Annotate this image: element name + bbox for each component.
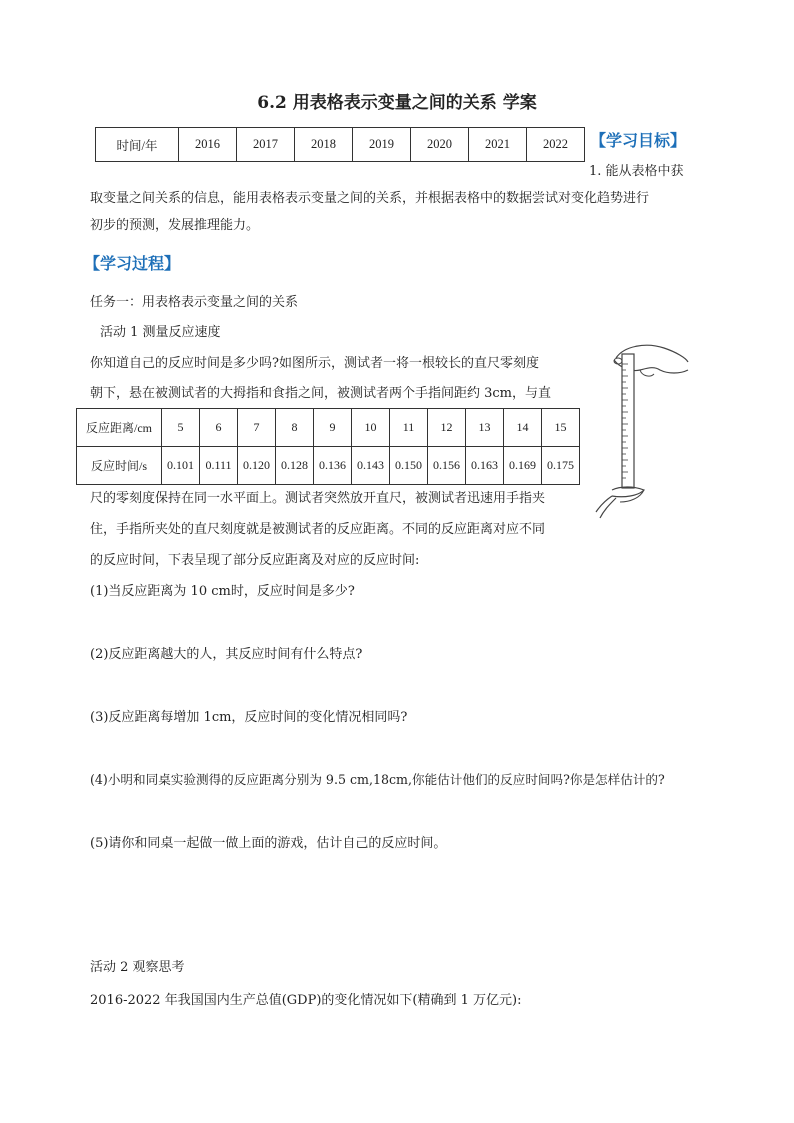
paragraph-line: 住，手指所夹处的直尺刻度就是被测试者的反应距离。不同的反应距离对应不同: [90, 522, 546, 537]
table-cell: 2016: [179, 128, 237, 162]
goal-text: 1. 能从表格中获: [589, 164, 684, 179]
task-title: 任务一：用表格表示变量之间的关系: [90, 295, 299, 310]
question-5: (5)请你和同桌一起做一做上面的游戏，估计自己的反应时间。: [90, 836, 447, 851]
table-row: [77, 409, 580, 447]
activity-title: 活动 2 观察思考: [90, 960, 185, 975]
table-header-cell: 反应时间/s: [77, 447, 162, 485]
table-header-cell: 时间/年: [96, 128, 179, 162]
table-cell: 2019: [353, 128, 411, 162]
goal-text: 初步的预测，发展推理能力。: [90, 218, 260, 233]
ruler-illustration: [594, 340, 690, 522]
table-cell: 0.156: [428, 447, 466, 485]
table-cell: 2018: [295, 128, 353, 162]
table-cell: 7: [238, 409, 276, 447]
table-cell: 0.143: [352, 447, 390, 485]
table-cell: 0.101: [162, 447, 200, 485]
table-cell: 9: [314, 409, 352, 447]
table-cell: 12: [428, 409, 466, 447]
table-cell: 2020: [411, 128, 469, 162]
year-table: [95, 127, 585, 162]
goal-text: 取变量之间关系的信息，能用表格表示变量之间的关系，并根据表格中的数据尝试对变化趋势进行: [90, 191, 650, 206]
table-cell: 8: [276, 409, 314, 447]
table-row: [96, 128, 585, 162]
paragraph-line: 尺的零刻度保持在同一水平面上。测试者突然放开直尺，被测试者迅速用手指夹: [90, 491, 546, 506]
process-heading: 【学习过程】: [84, 254, 181, 273]
question-2: (2)反应距离越大的人，其反应时间有什么特点?: [90, 647, 363, 662]
table-cell: 2017: [237, 128, 295, 162]
table-cell: 14: [504, 409, 542, 447]
reaction-table: [76, 408, 580, 485]
table-cell: 10: [352, 409, 390, 447]
paragraph-line: 你知道自己的反应时间是多少吗?如图所示，测试者一将一根较长的直尺零刻度: [90, 356, 539, 371]
table-cell: 0.175: [542, 447, 580, 485]
paragraph-line: 朝下，悬在被测试者的大拇指和食指之间，被测试者两个手指间距约 3cm，与直: [90, 386, 552, 401]
table-cell: 2022: [527, 128, 585, 162]
table-row: [77, 447, 580, 485]
table-cell: 11: [390, 409, 428, 447]
question-1: (1)当反应距离为 10 cm时，反应时间是多少?: [90, 584, 355, 599]
table-cell: 0.120: [238, 447, 276, 485]
table-cell: 6: [200, 409, 238, 447]
table-cell: 2021: [469, 128, 527, 162]
table-cell: 0.128: [276, 447, 314, 485]
activity-title: 活动 1 测量反应速度: [100, 325, 221, 340]
paragraph-line: 的反应时间，下表呈现了部分反应距离及对应的反应时间:: [90, 553, 420, 568]
goal-heading: 【学习目标】: [590, 131, 687, 150]
table-cell: 15: [542, 409, 580, 447]
page-title: 6.2 用表格表示变量之间的关系 学案: [257, 93, 537, 113]
table-header-cell: 反应距离/cm: [77, 409, 162, 447]
table-cell: 0.163: [466, 447, 504, 485]
table-cell: 0.136: [314, 447, 352, 485]
question-4: (4)小明和同桌实验测得的反应距离分别为 9.5 cm,18cm,你能估计他们的反应时间吗?你是怎样估计的?: [90, 772, 665, 787]
paragraph-line: 2016-2022 年我国国内生产总值(GDP)的变化情况如下(精确到 1 万亿元):: [90, 993, 522, 1008]
table-cell: 0.150: [390, 447, 428, 485]
question-3: (3)反应距离每增加 1cm，反应时间的变化情况相同吗?: [90, 710, 408, 725]
table-cell: 0.111: [200, 447, 238, 485]
table-cell: 13: [466, 409, 504, 447]
table-cell: 5: [162, 409, 200, 447]
table-cell: 0.169: [504, 447, 542, 485]
